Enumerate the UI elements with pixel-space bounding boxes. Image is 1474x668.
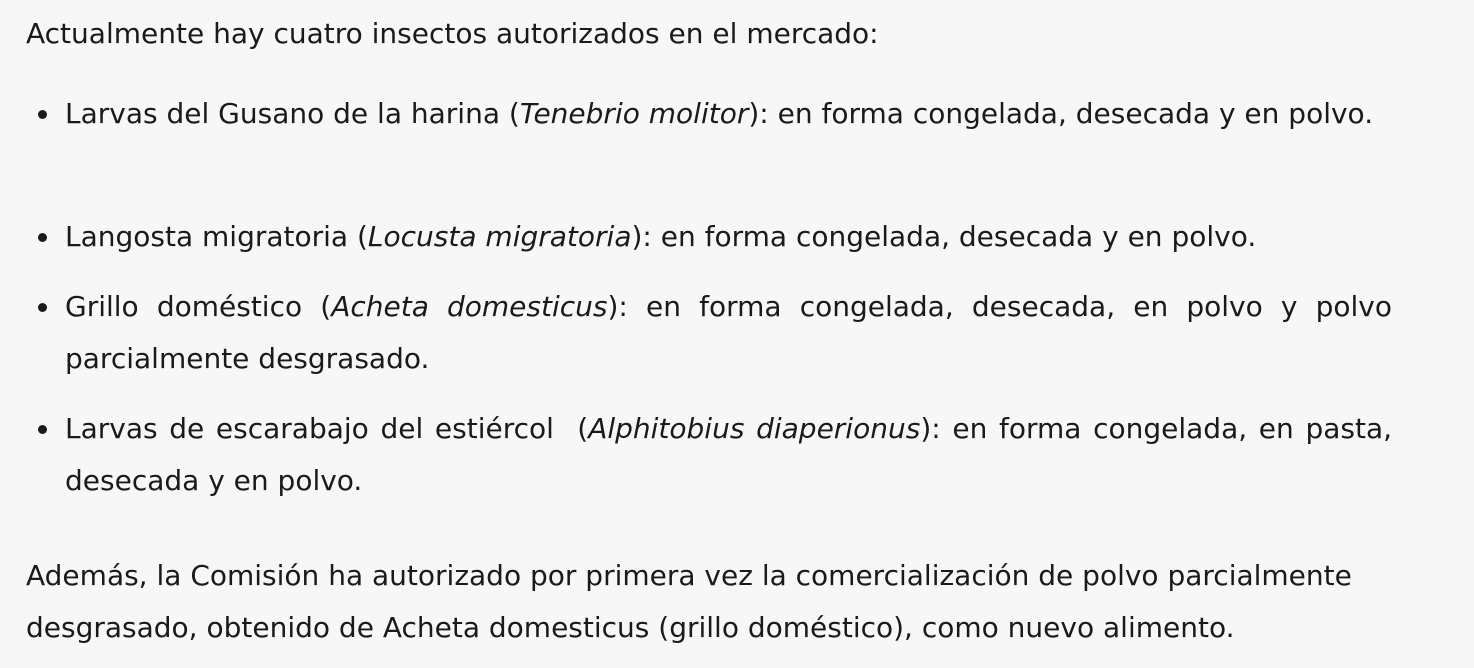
open-parenthesis: ( bbox=[553, 412, 589, 445]
insect-common-name: Larvas de escarabajo del estiércol bbox=[65, 412, 554, 445]
insect-scientific-name: Locusta migratoria bbox=[367, 220, 632, 253]
insect-details: ): en forma congelada, en pasta, desecada y en polvo. bbox=[65, 412, 1392, 497]
insect-details: ): en forma congelada, desecada y en polvo. bbox=[748, 97, 1374, 130]
list-item-alphitobius-diaperionus bbox=[26, 403, 1392, 507]
list-item-tenebrio-molitor bbox=[26, 88, 1392, 140]
open-parenthesis: ( bbox=[348, 220, 368, 253]
list-item-locusta-migratoria bbox=[26, 211, 1392, 263]
insect-common-name: Langosta migratoria bbox=[65, 220, 349, 253]
insect-details: ): en forma congelada, desecada y en polvo. bbox=[631, 220, 1257, 253]
insect-scientific-name: Tenebrio molitor bbox=[519, 97, 749, 130]
open-parenthesis: ( bbox=[499, 97, 520, 130]
insect-scientific-name: Alphitobius diaperionus bbox=[588, 412, 921, 445]
open-parenthesis: ( bbox=[302, 290, 332, 323]
insect-common-name: Larvas del Gusano de la harina bbox=[65, 97, 500, 130]
outro-paragraph: Además, la Comisión ha autorizado por primera vez la comercialización de polvo parcialmente desgrasado, obtenido de Acheta domesticus (grillo doméstico), como nuevo alimento. bbox=[26, 559, 1352, 644]
intro-paragraph: Actualmente hay cuatro insectos autorizados en el mercado: bbox=[26, 17, 879, 50]
insect-details: ): en forma congelada, desecada, en polvo y polvo parcialmente desgrasado. bbox=[65, 290, 1393, 375]
list-item-acheta-domesticus bbox=[26, 281, 1392, 385]
insect-common-name: Grillo doméstico bbox=[65, 290, 303, 323]
insect-scientific-name: Acheta domesticus bbox=[331, 290, 608, 323]
